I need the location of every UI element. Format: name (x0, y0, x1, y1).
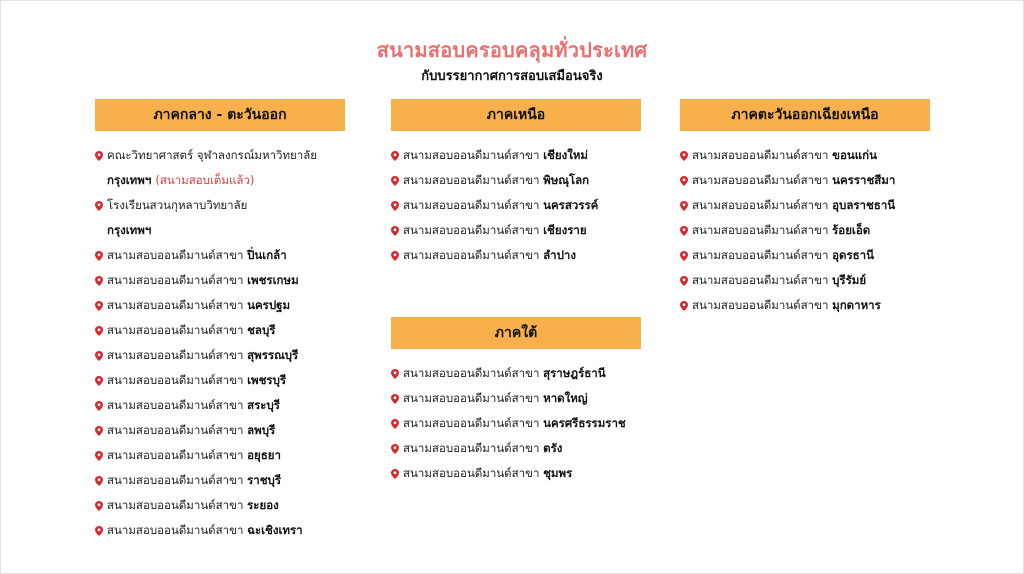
branch-prefix: สนามสอบออนดีมานด์สาขา (403, 198, 540, 212)
map-pin-icon (95, 526, 103, 536)
region-header-south: ภาคใต้ (391, 317, 641, 349)
map-pin-icon (391, 251, 399, 261)
branch-name: เพชรบุรี (247, 373, 287, 387)
branch-name: สุราษฎร์ธานี (543, 366, 606, 380)
map-pin-icon (391, 201, 399, 211)
branch-name: สุพรรณบุรี (247, 348, 299, 362)
location-city: กรุงเทพฯ (107, 223, 152, 237)
region-header-northeast: ภาคตะวันออกเฉียงเหนือ (680, 99, 930, 131)
branch-prefix: สนามสอบออนดีมานด์สาขา (403, 441, 540, 455)
branch-name: ขอนแก่น (832, 148, 877, 162)
branch-item (680, 243, 930, 268)
branch-prefix: สนามสอบออนดีมานด์สาขา (107, 298, 244, 312)
branch-prefix: สนามสอบออนดีมานด์สาขา (107, 398, 244, 412)
branch-prefix: สนามสอบออนดีมานด์สาขา (107, 473, 244, 487)
location-item (95, 143, 345, 193)
location-name: คณะวิทยาศาสตร์ จุฬาลงกรณ์มหาวิทยาลัย (107, 148, 318, 162)
branch-item (391, 168, 641, 193)
map-pin-icon (95, 326, 103, 336)
branch-name: ร้อยเอ็ด (832, 223, 871, 237)
branch-prefix: สนามสอบออนดีมานด์สาขา (403, 366, 540, 380)
branch-item (680, 218, 930, 243)
branch-item (680, 293, 930, 318)
branch-prefix: สนามสอบออนดีมานด์สาขา (107, 498, 244, 512)
branch-name: พิษณุโลก (543, 173, 590, 187)
branch-item (391, 193, 641, 218)
branch-prefix: สนามสอบออนดีมานด์สาขา (403, 248, 540, 262)
map-pin-icon (391, 469, 399, 479)
branch-item (391, 243, 641, 268)
branch-prefix: สนามสอบออนดีมานด์สาขา (403, 391, 540, 405)
branch-item (680, 143, 930, 168)
branch-item (391, 436, 641, 461)
branch-name: บุรีรัมย์ (832, 273, 867, 287)
map-pin-icon (95, 351, 103, 361)
branch-prefix: สนามสอบออนดีมานด์สาขา (692, 198, 829, 212)
map-pin-icon (95, 401, 103, 411)
region-northeast (680, 99, 930, 318)
branch-item (95, 268, 345, 293)
branch-item (95, 468, 345, 493)
location-city: กรุงเทพฯ (107, 173, 152, 187)
map-pin-icon (391, 444, 399, 454)
branch-prefix: สนามสอบออนดีมานด์สาขา (107, 523, 244, 537)
branch-item (95, 443, 345, 468)
region-header-central-east: ภาคกลาง - ตะวันออก (95, 99, 345, 131)
branch-name: ชุมพร (543, 466, 573, 480)
map-pin-icon (95, 451, 103, 461)
location-item (95, 193, 345, 243)
branch-name: ชลบุรี (247, 323, 276, 337)
branch-name: ปิ่นเกล้า (247, 248, 287, 262)
map-pin-icon (680, 301, 688, 311)
branch-prefix: สนามสอบออนดีมานด์สาขา (692, 273, 829, 287)
location-name: โรงเรียนสวนกุหลาบวิทยาลัย (107, 198, 248, 212)
branch-item (391, 461, 641, 486)
branch-prefix: สนามสอบออนดีมานด์สาขา (107, 273, 244, 287)
branch-name: นครศรีธรรมราช (543, 416, 626, 430)
branch-prefix: สนามสอบออนดีมานด์สาขา (107, 448, 244, 462)
branch-item (95, 343, 345, 368)
branch-list-north (391, 143, 641, 268)
map-pin-icon (95, 501, 103, 511)
map-pin-icon (391, 394, 399, 404)
branch-item (391, 218, 641, 243)
branch-name: ฉะเชิงเทรา (247, 523, 303, 537)
branch-prefix: สนามสอบออนดีมานด์สาขา (107, 423, 244, 437)
branch-item (680, 168, 930, 193)
branch-prefix: สนามสอบออนดีมานด์สาขา (403, 466, 540, 480)
branch-item (391, 361, 641, 386)
region-central-east (95, 99, 345, 543)
map-pin-icon (680, 201, 688, 211)
map-pin-icon (391, 369, 399, 379)
branch-prefix: สนามสอบออนดีมานด์สาขา (403, 416, 540, 430)
map-pin-icon (680, 151, 688, 161)
branch-name: นครสวรรค์ (543, 198, 599, 212)
map-pin-icon (391, 151, 399, 161)
map-pin-icon (391, 226, 399, 236)
page-title: สนามสอบครอบคลุมทั่วประเทศ (376, 38, 648, 62)
region-north (391, 99, 641, 268)
branch-list-northeast (680, 143, 930, 318)
map-pin-icon (95, 301, 103, 311)
branch-name: ราชบุรี (247, 473, 282, 487)
map-pin-icon (95, 376, 103, 386)
branch-prefix: สนามสอบออนดีมานด์สาขา (107, 248, 244, 262)
branch-item (391, 386, 641, 411)
branch-name: เชียงใหม่ (543, 148, 588, 162)
map-pin-icon (95, 251, 103, 261)
map-pin-icon (391, 419, 399, 429)
branch-prefix: สนามสอบออนดีมานด์สาขา (107, 373, 244, 387)
branch-list-south (391, 361, 641, 486)
branch-prefix: สนามสอบออนดีมานด์สาขา (403, 173, 540, 187)
region-south (391, 317, 641, 486)
map-pin-icon (680, 226, 688, 236)
status-full-note: (สนามสอบเต็มแล้ว) (155, 173, 255, 187)
branch-prefix: สนามสอบออนดีมานด์สาขา (692, 148, 829, 162)
branch-item (95, 368, 345, 393)
branch-prefix: สนามสอบออนดีมานด์สาขา (692, 298, 829, 312)
map-pin-icon (95, 276, 103, 286)
map-pin-icon (95, 201, 103, 211)
map-pin-icon (95, 426, 103, 436)
branch-name: อุดรธานี (832, 248, 874, 262)
map-pin-icon (680, 176, 688, 186)
branch-name: มุกดาหาร (832, 298, 881, 312)
branch-name: หาดใหญ่ (543, 391, 588, 405)
branch-prefix: สนามสอบออนดีมานด์สาขา (107, 323, 244, 337)
branch-name: ลพบุรี (247, 423, 276, 437)
branch-item (95, 493, 345, 518)
branch-name: สระบุรี (247, 398, 280, 412)
branch-prefix: สนามสอบออนดีมานด์สาขา (403, 223, 540, 237)
branch-name: อยุธยา (247, 448, 281, 462)
branch-prefix: สนามสอบออนดีมานด์สาขา (692, 173, 829, 187)
branch-name: อุบลราชธานี (832, 198, 896, 212)
branch-name: เชียงราย (543, 223, 587, 237)
branch-item (95, 243, 345, 268)
branch-prefix: สนามสอบออนดีมานด์สาขา (692, 223, 829, 237)
branch-item (680, 193, 930, 218)
branch-name: ตรัง (543, 441, 563, 455)
branch-name: ลำปาง (543, 248, 576, 262)
branch-item (95, 518, 345, 543)
branch-name: เพชรเกษม (247, 273, 299, 287)
branch-item (95, 318, 345, 343)
branch-prefix: สนามสอบออนดีมานด์สาขา (107, 348, 244, 362)
branch-item (95, 418, 345, 443)
branch-prefix: สนามสอบออนดีมานด์สาขา (692, 248, 829, 262)
branch-name: ระยอง (247, 498, 279, 512)
map-pin-icon (95, 476, 103, 486)
map-pin-icon (680, 251, 688, 261)
branch-item (391, 411, 641, 436)
map-pin-icon (95, 151, 103, 161)
page-subtitle: กับบรรยากาศการสอบเสมือนจริง (421, 69, 603, 84)
branch-list-central-east (95, 243, 345, 543)
branch-item (95, 393, 345, 418)
region-header-north: ภาคเหนือ (391, 99, 641, 131)
branch-prefix: สนามสอบออนดีมานด์สาขา (403, 148, 540, 162)
branch-name: นครปฐม (247, 298, 291, 312)
map-pin-icon (680, 276, 688, 286)
branch-item (680, 268, 930, 293)
branch-name: นครราชสีมา (832, 173, 896, 187)
branch-item (391, 143, 641, 168)
location-list-central-east (95, 143, 345, 243)
branch-item (95, 293, 345, 318)
map-pin-icon (391, 176, 399, 186)
